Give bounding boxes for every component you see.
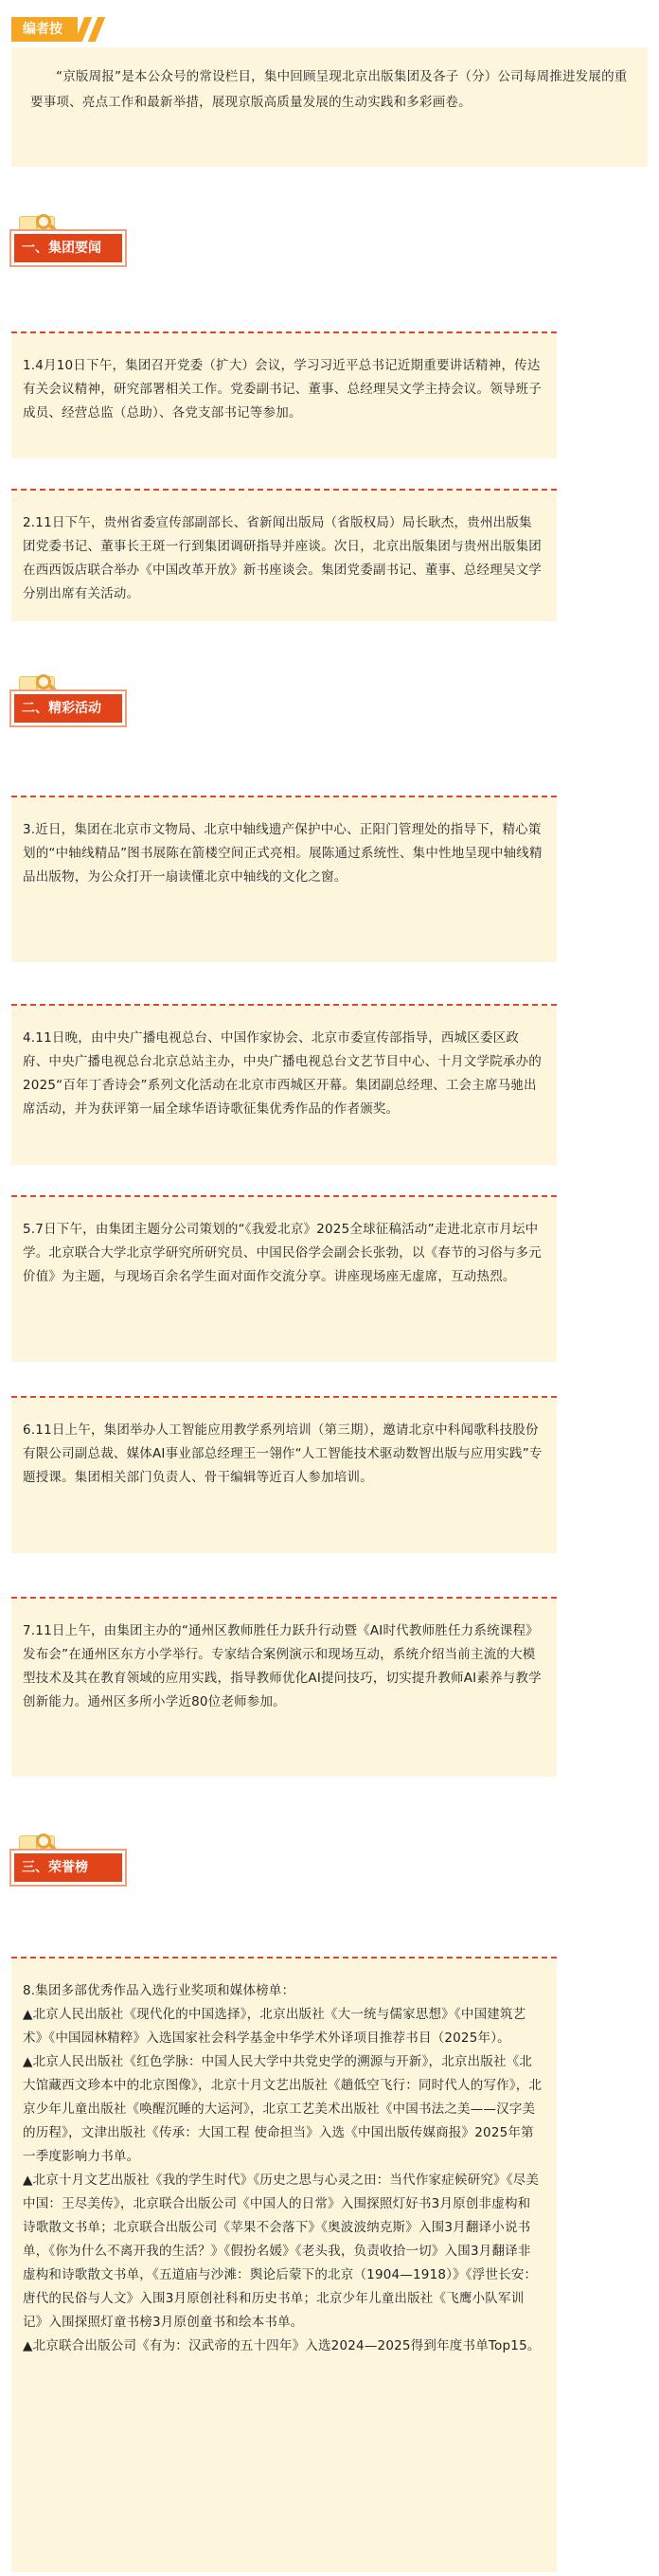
news-item: 6.11日上午，集团举办人工智能应用教学系列培训（第三期），邀请北京中科闻歌科技股份有限公司副总裁、媒体AI事业部总经理王一翎作“人工智能技术驱动数智出版与应用实践”专题授课。集团相关部门负责人、骨干编辑等近百人参加培训。: [23, 1422, 543, 1485]
news-item: 5.7日下午，由集团主题分公司策划的“《我爱北京》2025全球征稿活动”走进北京市月坛中学。北京联合大学北京学研究所研究员、中国民俗学会副会长张勃，以《春节的习俗与多元价值》为主题，与现场百余名学生面对面作交流分享。讲座现场座无虚席，互动热烈。: [23, 1222, 542, 1284]
news-card: [11, 796, 557, 962]
editor-note-tag: [11, 13, 102, 45]
editor-note-box: [11, 47, 648, 167]
news-item: 2.11日下午，贵州省委宣传部副部长、省新闻出版局（省版权局）局长耿杰，贵州出版集团党委书记、董事长王斑一行到集团调研指导并座谈。次日，北京出版集团与贵州出版集团在西西饭店联合举办《中国改革开放》新书座谈会。集团党委副书记、董事、总经理吴文学分别出席有关活动。: [23, 515, 542, 601]
honors-bullet: ▲北京人民出版社《现代化的中国选择》，北京出版社《大一统与儒家思想》《中国建筑艺术》《中国园林精粹》入选国家社会科学基金中华学术外译项目推荐书目（2025年）。: [23, 2007, 526, 2046]
section-header-activities: [9, 674, 127, 727]
news-item: 3.近日，集团在北京市文物局、北京中轴线遗产保护中心、正阳门管理处的指导下，精心策划的“中轴线精品”图书展陈在箭楼空间正式亮相。展陈通过系统性、集中性地呈现中轴线精品出版物，为公众打开一扇读懂北京中轴线的文化之窗。: [23, 822, 543, 885]
honors-card: [11, 1957, 557, 2572]
honors-bullet: ▲北京十月文艺出版社《我的学生时代》《历史之思与心灵之田：当代作家症候研究》《尽美中国：王尽美传》，北京联合出版公司《中国人的日常》入围探照灯好书3月原创非虚构和诗歌散文书单；北京联合出版公司《苹果不会落下》《奥波波纳克斯》入围3月翻译小说书单，《你为什么不离开我的生活？》《假扮名媛》《老头我，负责收拾一切》入围3月翻译非虚构和诗歌散文书单，《五道庙与沙滩：舆论后蒙下的北京（1904—1918）》《浮世长安：唐代的民俗与人文》入围3月原创社科和历史书单；北京少年儿童出版社《飞鹰小队军训记》入围探照灯童书榜3月原创童书和绘本书单。: [23, 2173, 540, 2330]
news-item: 1.4月10日下午，集团召开党委（扩大）会议，学习习近平总书记近期重要讲话精神，传达有关会议精神，研究部署相关工作。党委副书记、董事、总经理吴文学主持会议。领导班子成员、经营总监（总助）、各党支部书记等参加。: [23, 358, 542, 420]
honors-bullet: ▲北京人民出版社《红色学脉：中国人民大学中共党史学的溯源与开新》，北京出版社《北大馆藏西文珍本中的北京图像》，北京十月文艺出版社《趟低空飞行：同时代人的写作》，北京少年儿童出版社《唤醒沉睡的大运河》，北京工艺美术出版社《中国书法之美——汉字美的历程》，文津出版社《传承：大国工程 使命担当》入选《中国出版传媒商报》2025年第一季度影响力书单。: [23, 2054, 543, 2164]
section-header-honors: [9, 1834, 127, 1887]
news-card: [11, 1597, 557, 1777]
news-card: [11, 489, 557, 621]
honors-bullet: ▲北京联合出版公司《有为：汉武帝的五十四年》入选2024—2025得到年度书单Top15。: [23, 2338, 541, 2353]
news-card: [11, 1396, 557, 1553]
editor-note-label: 编者按: [23, 22, 62, 37]
editor-note-text: “京版周报”是本公众号的常设栏目，集中回顾呈现北京出版集团及各子（分）公司每周推进发展的重要事项、亮点工作和最新举措，展现京版高质量发展的生动实践和多彩画卷。: [30, 69, 628, 110]
news-item: 7.11日上午，由集团主办的“通州区教师胜任力跃升行动暨《AI时代教师胜任力系统课程》发布会”在通州区东方小学举行。专家结合案例演示和现场互动，系统介绍当前主流的大模型技术及其在教育领域的应用实践，指导教师优化AI提问技巧，切实提升教师AI素养与教学创新能力。通州区多所小学近80位老师参加。: [23, 1623, 542, 1709]
news-item: 4.11日晚，由中央广播电视总台、中国作家协会、北京市委宣传部指导，西城区委区政府、中央广播电视总台北京总站主办，中央广播电视总台文艺节目中心、十月文学院承办的2025“百年丁香诗会”系列文化活动在北京市西城区开幕。集团副总经理、工会主席马驰出席活动，并为获评第一届全球华语诗歌征集优秀作品的作者颁奖。: [23, 1030, 542, 1117]
section-title: 二、精彩活动: [14, 694, 122, 723]
news-card: [11, 1195, 557, 1362]
news-card: [11, 1004, 557, 1165]
news-card: [11, 331, 557, 458]
section-header-news: [9, 214, 127, 267]
section-title: 一、集团要闻: [14, 234, 122, 262]
section-title: 三、荣誉榜: [14, 1853, 122, 1882]
honors-intro: 8.集团多部优秀作品入选行业奖项和媒体榜单：: [23, 1983, 295, 1998]
